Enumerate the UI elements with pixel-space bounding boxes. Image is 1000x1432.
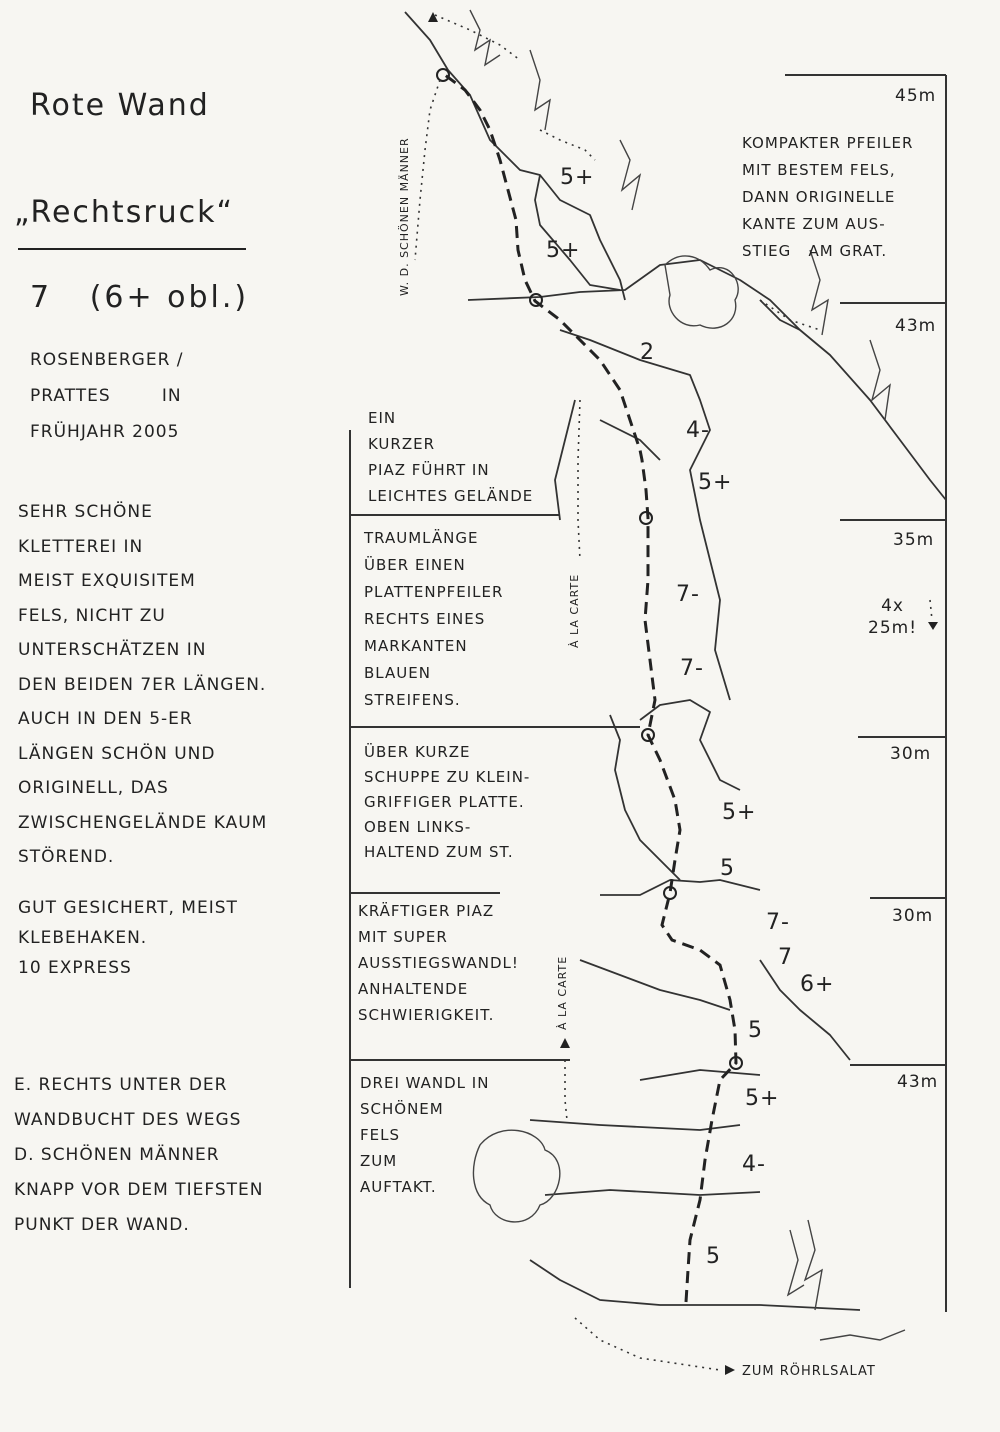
grade-label: 5 [720,856,735,881]
pitch-description-4 [364,525,503,714]
pitch-desc-line: MARKANTEN [364,637,468,655]
pitch-description-6 [742,130,913,265]
pitch-description-1 [360,1070,489,1200]
pitch-desc-line: HALTEND ZUM ST. [364,843,514,861]
approach-line: D. SCHÖNEN MÄNNER [14,1145,220,1165]
pitch-desc-line: ÜBER EINEN [364,556,466,574]
description-line: DEN BEIDEN 7ER LÄNGEN. [18,674,267,695]
pitch-description-2 [358,898,519,1028]
grade-label: 4- [686,418,710,443]
grade-label: 7- [766,910,790,935]
route-grade: 7 (6+ obl.) [30,280,250,315]
authors-line: PRATTES IN [30,386,182,406]
protection-note [18,893,338,983]
approach-line: PUNKT DER WAND. [14,1215,190,1235]
pitch-desc-line: ZUM [360,1152,398,1170]
pitch-length: 43m [895,316,937,336]
protection-line: GUT GESICHERT, MEIST [18,898,238,918]
pitch-desc-line: PIAZ FÜHRT IN [368,461,490,479]
description-line: STÖREND. [18,847,115,867]
grade-label: 5+ [546,238,581,263]
protection-line: KLEBEHAKEN. [18,928,148,948]
route-description [18,495,338,875]
pitch-description-3 [364,740,530,865]
pitch-desc-line: MIT SUPER [358,928,448,946]
pitch-length: 35m [893,530,935,550]
approach-line: E. RECHTS UNTER DER [14,1075,228,1095]
pitch-desc-line: MIT BESTEM FELS, [742,161,896,179]
route-name: „Rechtsruck“ [14,195,235,230]
grade-label: 5+ [745,1086,780,1111]
rappel-note-line: 4x [881,596,904,616]
approach-note [14,1068,334,1243]
pitch-length: 45m [895,86,937,106]
description-line: ORIGINELL, DAS [18,778,169,798]
path-label-schoene-maenner: W. D. SCHÖNEN MÄNNER [398,137,411,296]
pitch-desc-line: ÜBER KURZE [364,743,471,761]
pitch-desc-line: SCHUPPE ZU KLEIN- [364,768,531,786]
grade-label: 7 [778,945,793,970]
approach-line: KNAPP VOR DEM TIEFSTEN [14,1180,264,1200]
pitch-desc-line: ANHALTENDE [358,980,469,998]
protection-line: 10 EXPRESS [18,958,132,978]
pitch-desc-line: STREIFENS. [364,691,461,709]
grade-label: 5 [748,1018,763,1043]
rappel-note [868,595,917,639]
pitch-length: 30m [892,906,934,926]
grade-label: 2 [640,340,655,365]
alacarte-label-upper: À LA CARTE [568,573,581,648]
pitch-description-5 [368,405,533,509]
pitch-desc-line: KOMPAKTER PFEILER [742,134,914,152]
pitch-desc-line: KRÄFTIGER PIAZ [358,902,495,920]
pitch-length: 30m [890,744,932,764]
grade-label: 5+ [698,470,733,495]
pitch-desc-line: EIN [368,409,397,427]
down-arrow-icon [928,622,938,630]
grade-label: 4- [742,1152,766,1177]
up-arrow-icon [428,12,438,22]
pitch-desc-line: KANTE ZUM AUS- [742,215,886,233]
description-line: SEHR SCHÖNE [18,502,153,522]
description-line: KLETTEREI IN [18,536,144,557]
authors-line: ROSENBERGER / [30,350,184,370]
description-line: FELS, NICHT ZU [18,605,166,626]
authors-line: FRÜHJAHR 2005 [30,422,180,442]
alacarte-label-lower: À LA CARTE [556,955,569,1030]
grade-label: 5 [706,1244,721,1269]
pitch-desc-line: KURZER [368,435,436,453]
description-line: UNTERSCHÄTZEN IN [18,640,207,660]
pitch-desc-line: OBEN LINKS- [364,818,472,836]
pitch-desc-line: SCHWIERIGKEIT. [358,1006,495,1024]
pitch-desc-line: DREI WANDL IN [360,1074,490,1092]
description-line: AUCH IN DEN 5-ER [18,709,193,729]
pitch-length: 43m [897,1072,939,1092]
pitch-desc-line: BLAUEN [364,664,431,682]
description-line: ZWISCHENGELÄNDE KAUM [18,812,268,833]
pitch-desc-line: PLATTENPFEILER [364,583,504,601]
rappel-note-line: 25m! [868,618,918,638]
authors-block [30,342,184,450]
grade-label: 5+ [722,800,757,825]
belay-4 [640,512,652,524]
grade-label: 7- [680,656,704,681]
pitch-desc-line: GRIFFIGER PLATTE. [364,793,525,811]
grade-label: 7- [676,582,700,607]
pitch-desc-line: AUFTAKT. [360,1178,437,1196]
pitch-desc-line: SCHÖNEM [360,1100,444,1118]
pitch-desc-line: AUSSTIEGSWANDL! [358,954,519,972]
description-line: LÄNGEN SCHÖN UND [18,743,216,764]
description-line: MEIST EXQUISITEM [18,571,196,591]
pitch-desc-line: DANN ORIGINELLE [742,188,896,206]
grade-label: 5+ [560,165,595,190]
crag-title: Rote Wand [30,88,210,123]
up-arrow-icon [560,1038,570,1048]
grade-label: 6+ [800,972,835,997]
pitch-desc-line: RECHTS EINES [364,610,486,628]
right-arrow-icon [725,1365,735,1375]
pitch-desc-line: FELS [360,1126,400,1144]
pitch-desc-line: LEICHTES GELÄNDE [368,487,534,505]
pitch-desc-line: TRAUMLÄNGE [364,529,479,547]
route-name-underline [18,248,246,250]
pitch-desc-line: STIEG AM GRAT. [742,242,888,260]
approach-line: WANDBUCHT DES WEGS [14,1110,242,1130]
descent-label: ZUM RÖHRLSALAT [742,1364,876,1379]
